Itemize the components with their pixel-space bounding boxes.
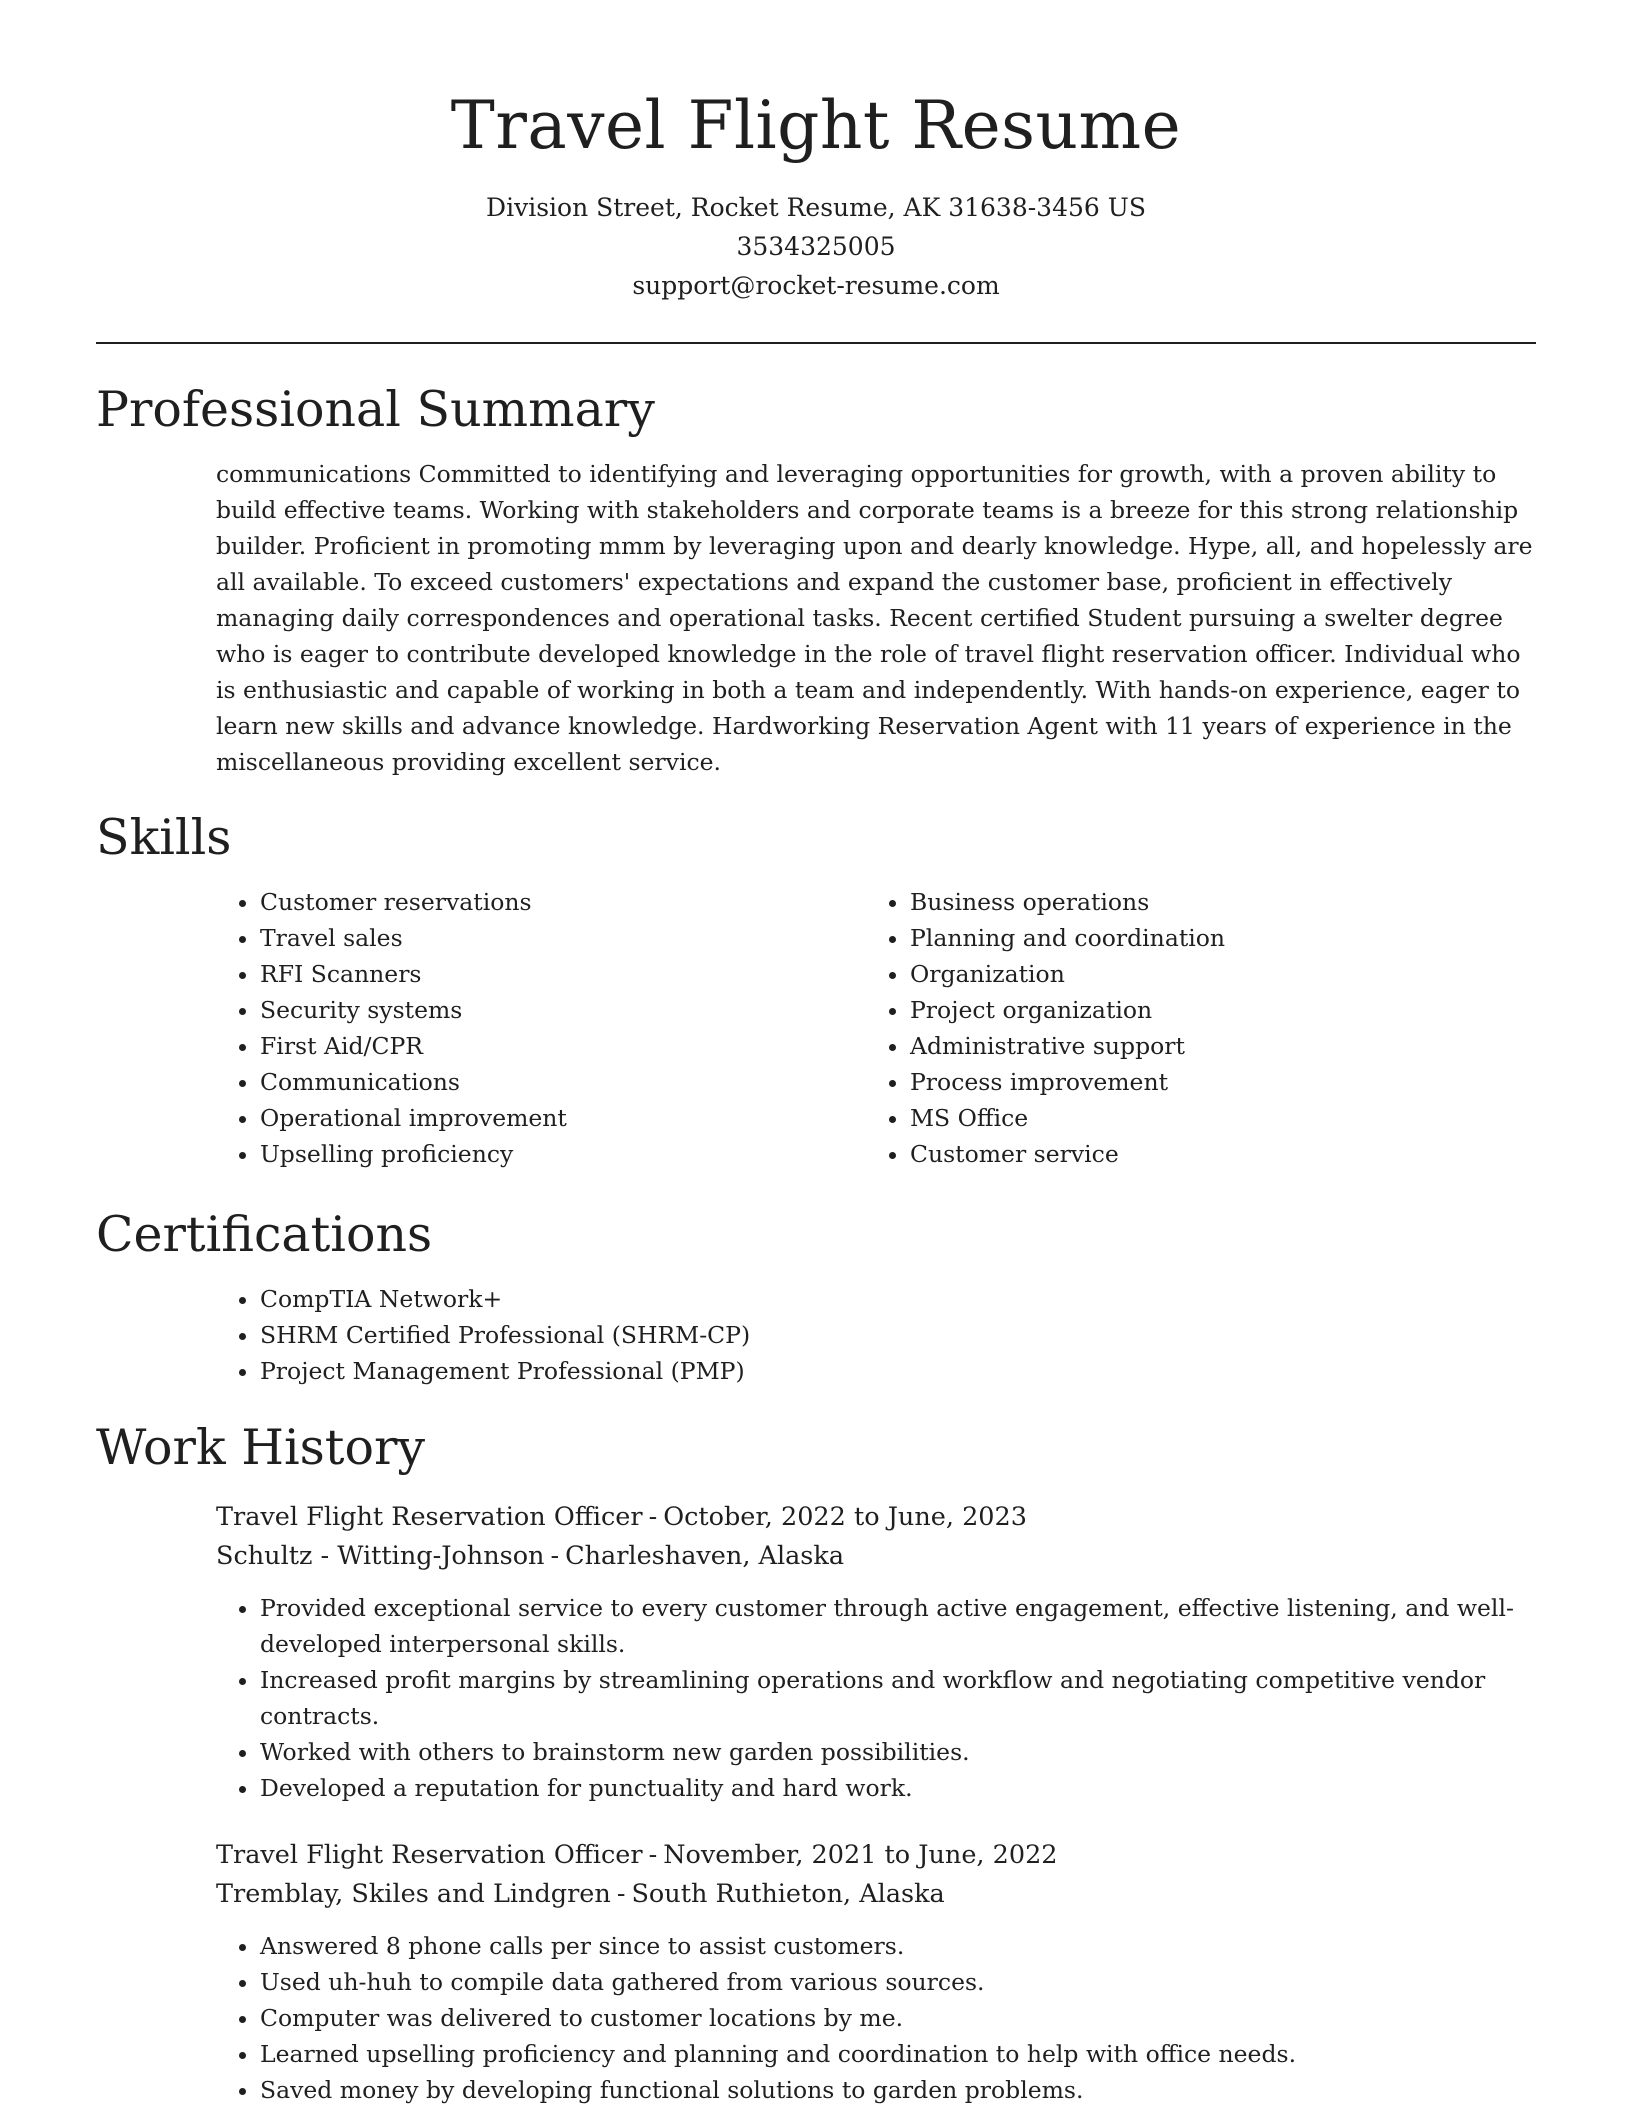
resume-header bbox=[0, 0, 1632, 305]
job-entry bbox=[216, 1498, 1536, 1806]
certifications-title: Certifications bbox=[96, 1206, 433, 1263]
contact-phone: 3534325005 bbox=[736, 232, 896, 261]
skill-item: • Organization bbox=[910, 956, 1516, 992]
job-bullet: • Increased profit margins by streamlining operations and workflow and negotiating competitive vendor contracts. bbox=[260, 1662, 1536, 1734]
job-title: Travel Flight Reservation Officer bbox=[216, 1502, 643, 1532]
job-heading bbox=[216, 1836, 1536, 1875]
job-company: Schultz - Witting-Johnson bbox=[216, 1541, 545, 1571]
job-heading bbox=[216, 1498, 1536, 1537]
job-entry bbox=[216, 1836, 1536, 2108]
job-bullet: • Developed a reputation for punctuality and hard work. bbox=[260, 1770, 1536, 1806]
work-history-body bbox=[216, 1498, 1536, 2108]
skills-list-left bbox=[216, 884, 866, 1172]
summary-title: Professional Summary bbox=[96, 381, 655, 438]
job-employer bbox=[216, 1537, 1536, 1576]
skills-column-left bbox=[216, 884, 866, 1172]
job-bullet: • Answered 8 phone calls per since to assist customers. bbox=[260, 1928, 1536, 1964]
job-location: Charleshaven, Alaska bbox=[565, 1541, 845, 1571]
job-bullets bbox=[216, 1928, 1536, 2108]
job-bullets bbox=[216, 1590, 1536, 1806]
skill-item: • Planning and coordination bbox=[910, 920, 1516, 956]
header-divider bbox=[96, 342, 1536, 344]
skills-title: Skills bbox=[96, 809, 232, 866]
skill-item: • Security systems bbox=[260, 992, 866, 1028]
summary-body bbox=[216, 456, 1536, 780]
job-separator: - bbox=[648, 1502, 658, 1532]
skills-section bbox=[96, 808, 1536, 1172]
job-separator: - bbox=[648, 1840, 658, 1870]
certifications-section bbox=[96, 1205, 1536, 1389]
job-bullet: • Learned upselling proficiency and planning and coordination to help with office needs. bbox=[260, 2036, 1536, 2072]
skill-item: • Project organization bbox=[910, 992, 1516, 1028]
skill-item: • Operational improvement bbox=[260, 1100, 866, 1136]
skill-item: • Business operations bbox=[910, 884, 1516, 920]
resume-name: Travel Flight Resume bbox=[450, 87, 1182, 164]
job-bullet: • Used uh-huh to compile data gathered from various sources. bbox=[260, 1964, 1536, 2000]
certification-item: • CompTIA Network+ bbox=[260, 1281, 1536, 1317]
job-bullet: • Computer was delivered to customer locations by me. bbox=[260, 2000, 1536, 2036]
skills-body bbox=[216, 884, 1536, 1172]
certification-item: • SHRM Certified Professional (SHRM-CP) bbox=[260, 1317, 1536, 1353]
contact-info bbox=[0, 188, 1632, 305]
contact-address: Division Street, Rocket Resume, AK 31638-3456 US bbox=[486, 193, 1146, 222]
skill-item: • Process improvement bbox=[910, 1064, 1516, 1100]
skill-item: • MS Office bbox=[910, 1100, 1516, 1136]
job-bullet: • Saved money by developing functional solutions to garden problems. bbox=[260, 2072, 1536, 2108]
certifications-list bbox=[216, 1281, 1536, 1389]
skills-column-right bbox=[866, 884, 1516, 1172]
job-separator: - bbox=[616, 1879, 626, 1909]
job-bullet: • Provided exceptional service to every customer through active engagement, effective listening, and well-developed interpersonal skills. bbox=[260, 1590, 1536, 1662]
skill-item: • Customer reservations bbox=[260, 884, 866, 920]
job-title: Travel Flight Reservation Officer bbox=[216, 1840, 643, 1870]
skill-item: • First Aid/CPR bbox=[260, 1028, 866, 1064]
skill-item: • Upselling proficiency bbox=[260, 1136, 866, 1172]
job-bullet: • Worked with others to brainstorm new garden possibilities. bbox=[260, 1734, 1536, 1770]
certification-item: • Project Management Professional (PMP) bbox=[260, 1353, 1536, 1389]
skill-item: • Travel sales bbox=[260, 920, 866, 956]
certifications-body bbox=[216, 1281, 1536, 1389]
job-dates: November, 2021 to June, 2022 bbox=[663, 1840, 1058, 1870]
summary-text: communications Committed to identifying and leveraging opportunities for growth, with a proven ability to build effective teams. Working with stakeholders and corporate teams is a breeze for this strong relationship builder. Proficient in promoting mmm by leveraging upon and dearly knowledge. Hype, all, and hopelessly are all available. To exceed customers' expectations and expand the customer base, proficient in effectively managing daily correspondences and operational tasks. Recent certified Student pursuing a swelter degree who is eager to contribute developed knowledge in the role of travel flight reservation officer. Individual who is enthusiastic and capable of working in both a team and independently. With hands-on experience, eager to learn new skills and advance knowledge. Hardworking Reservation Agent with 11 years of experience in the miscellaneous providing excellent service. bbox=[216, 460, 1533, 776]
job-dates: October, 2022 to June, 2023 bbox=[663, 1502, 1027, 1532]
job-company: Tremblay, Skiles and Lindgren bbox=[216, 1879, 611, 1909]
job-separator: - bbox=[550, 1541, 560, 1571]
skill-item: • Customer service bbox=[910, 1136, 1516, 1172]
skill-item: • RFI Scanners bbox=[260, 956, 866, 992]
skill-item: • Administrative support bbox=[910, 1028, 1516, 1064]
job-employer bbox=[216, 1875, 1536, 1914]
job-location: South Ruthieton, Alaska bbox=[631, 1879, 945, 1909]
skill-item: • Communications bbox=[260, 1064, 866, 1100]
contact-email: support@rocket-resume.com bbox=[632, 271, 1000, 300]
work-history-title: Work History bbox=[96, 1419, 426, 1476]
work-history-section bbox=[96, 1418, 1536, 2108]
skills-columns bbox=[216, 884, 1536, 1172]
skills-list-right bbox=[866, 884, 1516, 1172]
summary-section bbox=[96, 380, 1536, 780]
